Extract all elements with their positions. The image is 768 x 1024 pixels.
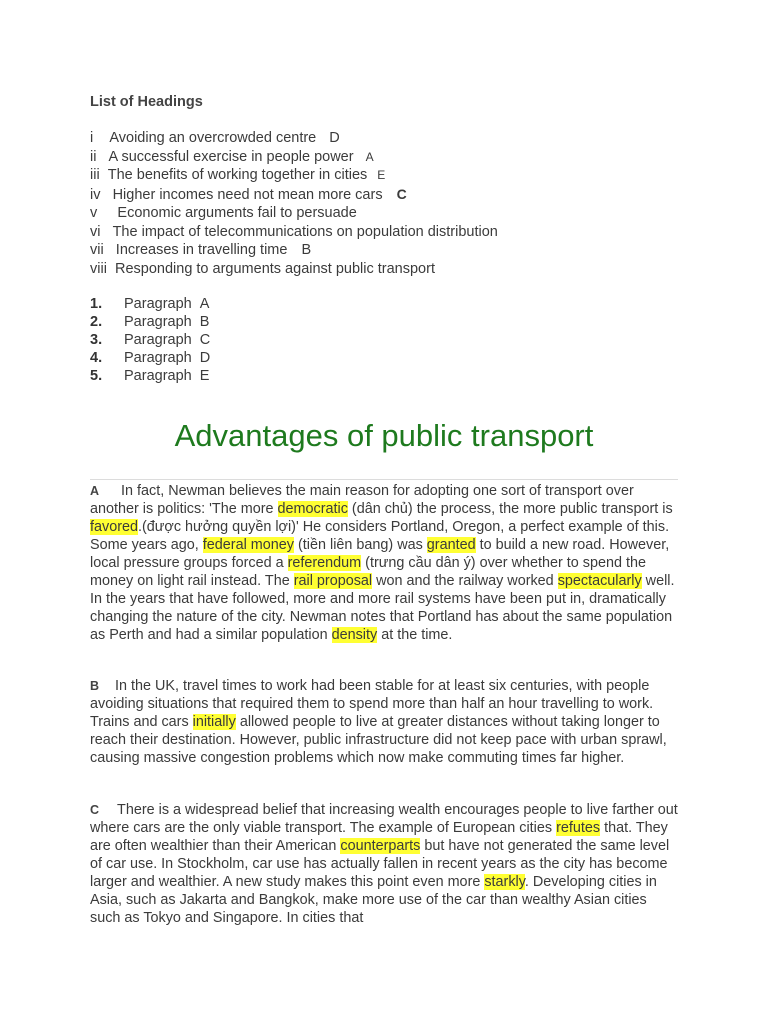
title-divider (90, 479, 678, 480)
heading-numeral: vii (90, 242, 104, 258)
heading-text: A successful exercise in people power (108, 148, 354, 165)
heading-answer: A (365, 149, 374, 164)
heading-answer: B (301, 242, 312, 258)
text-run: to build a new road. However, local pressure groups forced a (90, 537, 670, 571)
highlighted-word: spectacularly (557, 573, 642, 589)
heading-row (90, 260, 498, 279)
heading-numeral: iii (90, 167, 100, 183)
highlighted-word: refutes (556, 820, 601, 836)
heading-numeral: viii (90, 260, 107, 277)
paragraph-list-item (90, 367, 210, 385)
heading-row (90, 223, 498, 242)
list-of-headings-title: List of Headings (90, 94, 203, 110)
paragraph-label: Paragraph (124, 332, 192, 348)
headings-list (90, 129, 498, 278)
paragraph-letter: C (90, 803, 100, 817)
heading-answer: E (377, 168, 386, 182)
text-run: In fact, Newman believes the main reason for adopting one sort of transport over another is politics: 'The more (90, 483, 634, 517)
paragraph-list-item (90, 331, 210, 349)
text-run: well. In the years that have followed, more and more rail systems have been put in, dramatically changing the nature of the city. Newman notes that Portland has about the same population as Perth and had a similar population (90, 573, 675, 643)
paragraph-list-item (90, 349, 210, 367)
paragraph-list-item (90, 313, 210, 331)
heading-numeral: v (90, 205, 98, 221)
text-run: but have not generated the same level of car use. In Stockholm, car use has actually fallen in recent years as the city has become larger and wealthier. A new study makes this point even more (90, 838, 670, 890)
paragraph-number: 3. (90, 332, 103, 348)
document-title: Advantages of public transport (174, 418, 594, 453)
heading-row (90, 148, 498, 167)
highlighted-word: density (331, 627, 378, 643)
paragraph-number: 5. (90, 368, 103, 384)
highlighted-word: democratic (277, 501, 348, 517)
text-run: that. They are often wealthier than their American (90, 820, 668, 854)
paragraph-letter: B (199, 314, 210, 330)
heading-numeral: i (90, 130, 94, 146)
heading-row (90, 204, 498, 223)
paragraph-letter: C (199, 332, 211, 348)
heading-answer: D (329, 130, 340, 146)
paragraph-letter: E (199, 368, 210, 384)
paragraph-label: Paragraph (124, 350, 192, 366)
paragraph-letter: D (199, 350, 211, 366)
paragraph-list-item (90, 295, 210, 313)
text-run: won and the railway worked (372, 573, 558, 589)
paragraph-c (90, 801, 680, 927)
heading-text: The benefits of working together in cities (107, 167, 368, 183)
text-run: at the time. (377, 627, 453, 643)
paragraph-letter: A (90, 484, 100, 498)
heading-numeral: vi (90, 223, 101, 240)
heading-row (90, 241, 498, 260)
text-run: In the UK, travel times to work had been stable for at least six centuries, with people avoiding situations that required them to spend more than half an hour travelling to work. Trains and cars (90, 678, 654, 730)
paragraph-letter: A (199, 296, 210, 312)
text-run: There is a widespread belief that increasing wealth encourages people to live farther out where cars are the only viable transport. The example of European cities (90, 802, 678, 836)
highlighted-word: referendum (287, 555, 362, 571)
text-run: . Developing cities in Asia, such as Jakarta and Bangkok, make more use of the car than wealthy Asian cities such as Tokyo and Singapore. In cities that (90, 874, 657, 926)
text-run: (trưng cầu dân ý) over whether to spend the money on light rail instead. The (90, 555, 646, 589)
paragraph-label: Paragraph (124, 368, 192, 384)
highlighted-word: counterparts (340, 838, 421, 854)
paragraph-label: Paragraph (124, 314, 192, 330)
paragraph-b (90, 677, 680, 767)
paragraph-a (90, 482, 680, 644)
heading-text: Responding to arguments against public transport (114, 260, 435, 277)
heading-answer: C (396, 185, 407, 202)
heading-text: Increases in travelling time (115, 242, 288, 258)
heading-text: The impact of telecommunications on population distribution (112, 223, 498, 240)
heading-row (90, 129, 498, 148)
highlighted-word: favored (90, 519, 138, 535)
paragraph-number: 1. (90, 296, 103, 312)
paragraph-list (90, 295, 210, 385)
highlighted-word: initially (192, 714, 236, 730)
heading-row (90, 166, 498, 185)
highlighted-word: federal money (202, 537, 294, 553)
heading-text: Higher incomes need not mean more cars (112, 186, 383, 203)
heading-numeral: ii (90, 148, 97, 165)
paragraph-letter: B (90, 679, 100, 693)
highlighted-word: rail proposal (293, 573, 373, 589)
highlighted-word: starkly (484, 874, 525, 890)
text-run: (tiền liên bang) was (294, 537, 427, 553)
heading-numeral: iv (90, 186, 101, 203)
paragraph-label: Paragraph (124, 296, 192, 312)
paragraph-number: 4. (90, 350, 103, 366)
text-run: allowed people to live at greater distances without taking longer to reach their destination. However, public infrastructure did not keep pace with urban sprawl, causing massive congestion problems which now make commuting times far higher. (90, 714, 667, 766)
heading-row (90, 185, 498, 205)
heading-text: Economic arguments fail to persuade (117, 205, 357, 221)
text-run: .(được hưởng quyền lợi)' He considers Portland, Oregon, a perfect example of this. Some years ago, (90, 519, 670, 553)
paragraph-number: 2. (90, 314, 103, 330)
highlighted-word: granted (426, 537, 476, 553)
heading-text: Avoiding an overcrowded centre (109, 130, 317, 146)
text-run: (dân chủ) the process, the more public transport is (347, 501, 673, 517)
